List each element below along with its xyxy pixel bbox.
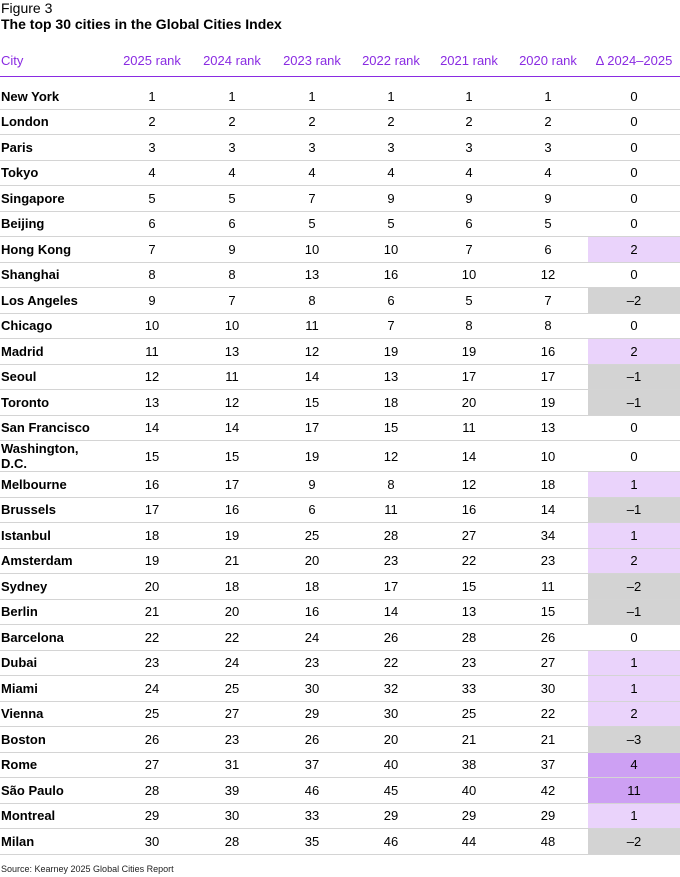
col-header-2021-rank: 2021 rank <box>430 44 508 77</box>
rank-2024-cell: 31 <box>192 752 272 778</box>
rank-2022-cell: 2 <box>352 109 430 135</box>
rank-2022-cell: 17 <box>352 574 430 600</box>
rank-2021-cell: 9 <box>430 186 508 212</box>
delta-cell: 0 <box>588 84 680 109</box>
rank-2022-cell: 9 <box>352 186 430 212</box>
city-cell: Singapore <box>0 186 112 212</box>
city-cell: New York <box>0 84 112 109</box>
rank-2023-cell: 46 <box>272 778 352 804</box>
delta-cell: 4 <box>588 752 680 778</box>
rank-2021-cell: 19 <box>430 339 508 365</box>
table-row <box>0 548 680 574</box>
city-cell: Istanbul <box>0 523 112 549</box>
rank-2023-cell: 24 <box>272 625 352 651</box>
rank-2025-cell: 19 <box>112 548 192 574</box>
rank-2024-cell: 18 <box>192 574 272 600</box>
delta-cell: 0 <box>588 262 680 288</box>
table-row <box>0 211 680 237</box>
rank-2023-cell: 15 <box>272 390 352 416</box>
rank-2021-cell: 16 <box>430 497 508 523</box>
table-row <box>0 701 680 727</box>
rank-2023-cell: 33 <box>272 803 352 829</box>
rank-2020-cell: 8 <box>508 313 588 339</box>
table-row <box>0 84 680 109</box>
rank-2024-cell: 22 <box>192 625 272 651</box>
rank-2020-cell: 29 <box>508 803 588 829</box>
rank-2021-cell: 1 <box>430 84 508 109</box>
rank-2022-cell: 4 <box>352 160 430 186</box>
rank-2023-cell: 3 <box>272 135 352 161</box>
delta-cell: 0 <box>588 441 680 472</box>
rank-2022-cell: 11 <box>352 497 430 523</box>
table-row <box>0 160 680 186</box>
rank-2021-cell: 5 <box>430 288 508 314</box>
rank-2024-cell: 16 <box>192 497 272 523</box>
rank-2022-cell: 10 <box>352 237 430 263</box>
rank-2025-cell: 10 <box>112 313 192 339</box>
rank-2024-cell: 13 <box>192 339 272 365</box>
rank-2020-cell: 2 <box>508 109 588 135</box>
rank-2023-cell: 1 <box>272 84 352 109</box>
rank-2020-cell: 23 <box>508 548 588 574</box>
rank-2024-cell: 12 <box>192 390 272 416</box>
rank-2021-cell: 38 <box>430 752 508 778</box>
rank-2022-cell: 22 <box>352 650 430 676</box>
delta-cell: 0 <box>588 625 680 651</box>
delta-cell: –2 <box>588 288 680 314</box>
delta-cell: 11 <box>588 778 680 804</box>
rank-2022-cell: 8 <box>352 472 430 498</box>
table-row <box>0 803 680 829</box>
rank-2023-cell: 8 <box>272 288 352 314</box>
delta-cell: –3 <box>588 727 680 753</box>
delta-cell: 2 <box>588 237 680 263</box>
rank-2025-cell: 29 <box>112 803 192 829</box>
rank-2022-cell: 20 <box>352 727 430 753</box>
header-spacer <box>0 77 680 85</box>
rank-2020-cell: 34 <box>508 523 588 549</box>
rank-2024-cell: 25 <box>192 676 272 702</box>
delta-cell: 1 <box>588 472 680 498</box>
rank-2022-cell: 28 <box>352 523 430 549</box>
rank-2022-cell: 16 <box>352 262 430 288</box>
rank-2020-cell: 14 <box>508 497 588 523</box>
rank-2020-cell: 16 <box>508 339 588 365</box>
table-row <box>0 599 680 625</box>
delta-cell: –2 <box>588 829 680 855</box>
city-cell: Boston <box>0 727 112 753</box>
rank-2024-cell: 5 <box>192 186 272 212</box>
rank-2022-cell: 23 <box>352 548 430 574</box>
rank-2022-cell: 32 <box>352 676 430 702</box>
rank-2020-cell: 18 <box>508 472 588 498</box>
rank-2020-cell: 7 <box>508 288 588 314</box>
rank-2024-cell: 24 <box>192 650 272 676</box>
rank-2025-cell: 2 <box>112 109 192 135</box>
rank-2025-cell: 25 <box>112 701 192 727</box>
rank-2021-cell: 28 <box>430 625 508 651</box>
rank-2024-cell: 4 <box>192 160 272 186</box>
rank-2020-cell: 12 <box>508 262 588 288</box>
rank-2023-cell: 35 <box>272 829 352 855</box>
rank-2024-cell: 1 <box>192 84 272 109</box>
table-row <box>0 339 680 365</box>
rank-2025-cell: 15 <box>112 441 192 472</box>
rank-2021-cell: 29 <box>430 803 508 829</box>
rank-2020-cell: 11 <box>508 574 588 600</box>
rank-2020-cell: 27 <box>508 650 588 676</box>
table-row <box>0 727 680 753</box>
table-row <box>0 497 680 523</box>
rank-2023-cell: 26 <box>272 727 352 753</box>
city-cell: Toronto <box>0 390 112 416</box>
delta-cell: –1 <box>588 599 680 625</box>
rank-2021-cell: 6 <box>430 211 508 237</box>
rank-2020-cell: 3 <box>508 135 588 161</box>
rank-2023-cell: 14 <box>272 364 352 390</box>
city-cell: Barcelona <box>0 625 112 651</box>
figure-label: Figure 3 <box>1 0 53 16</box>
table-body <box>0 77 680 855</box>
rank-2022-cell: 46 <box>352 829 430 855</box>
col-header-delta: Δ 2024–2025 <box>588 44 680 77</box>
rank-2025-cell: 28 <box>112 778 192 804</box>
rank-2022-cell: 5 <box>352 211 430 237</box>
rank-2025-cell: 8 <box>112 262 192 288</box>
rank-2023-cell: 23 <box>272 650 352 676</box>
rank-2020-cell: 4 <box>508 160 588 186</box>
rank-2021-cell: 44 <box>430 829 508 855</box>
rank-2024-cell: 39 <box>192 778 272 804</box>
delta-cell: –1 <box>588 497 680 523</box>
delta-cell: 1 <box>588 523 680 549</box>
rank-2021-cell: 27 <box>430 523 508 549</box>
rank-2025-cell: 5 <box>112 186 192 212</box>
rank-2020-cell: 26 <box>508 625 588 651</box>
rank-2025-cell: 23 <box>112 650 192 676</box>
col-header-2022-rank: 2022 rank <box>352 44 430 77</box>
rank-2024-cell: 28 <box>192 829 272 855</box>
rank-2023-cell: 29 <box>272 701 352 727</box>
rank-2023-cell: 12 <box>272 339 352 365</box>
city-cell: Shanghai <box>0 262 112 288</box>
col-header-2020-rank: 2020 rank <box>508 44 588 77</box>
rank-2023-cell: 2 <box>272 109 352 135</box>
rank-2025-cell: 14 <box>112 415 192 441</box>
rank-2020-cell: 1 <box>508 84 588 109</box>
rank-2022-cell: 6 <box>352 288 430 314</box>
table-row <box>0 288 680 314</box>
rank-2023-cell: 11 <box>272 313 352 339</box>
rank-2025-cell: 6 <box>112 211 192 237</box>
delta-cell: 0 <box>588 211 680 237</box>
rank-2020-cell: 15 <box>508 599 588 625</box>
delta-cell: 1 <box>588 676 680 702</box>
rank-2025-cell: 1 <box>112 84 192 109</box>
col-header-2024-rank: 2024 rank <box>192 44 272 77</box>
rank-2025-cell: 26 <box>112 727 192 753</box>
rank-2024-cell: 14 <box>192 415 272 441</box>
table-row <box>0 313 680 339</box>
rank-2023-cell: 37 <box>272 752 352 778</box>
delta-cell: 1 <box>588 650 680 676</box>
delta-cell: 0 <box>588 135 680 161</box>
delta-cell: 0 <box>588 160 680 186</box>
table-row <box>0 135 680 161</box>
rank-2024-cell: 11 <box>192 364 272 390</box>
rank-2023-cell: 10 <box>272 237 352 263</box>
rank-2025-cell: 3 <box>112 135 192 161</box>
rank-2020-cell: 48 <box>508 829 588 855</box>
city-cell: Melbourne <box>0 472 112 498</box>
rank-2024-cell: 8 <box>192 262 272 288</box>
rank-2023-cell: 7 <box>272 186 352 212</box>
rank-2021-cell: 25 <box>430 701 508 727</box>
rank-2023-cell: 20 <box>272 548 352 574</box>
delta-cell: –2 <box>588 574 680 600</box>
rank-2025-cell: 24 <box>112 676 192 702</box>
rank-2025-cell: 30 <box>112 829 192 855</box>
rank-2021-cell: 17 <box>430 364 508 390</box>
rank-2025-cell: 20 <box>112 574 192 600</box>
col-header-2023-rank: 2023 rank <box>272 44 352 77</box>
rank-2025-cell: 21 <box>112 599 192 625</box>
rank-2025-cell: 17 <box>112 497 192 523</box>
rank-2024-cell: 17 <box>192 472 272 498</box>
rank-2025-cell: 18 <box>112 523 192 549</box>
rank-2024-cell: 20 <box>192 599 272 625</box>
city-cell: São Paulo <box>0 778 112 804</box>
table-row <box>0 186 680 212</box>
rank-2021-cell: 8 <box>430 313 508 339</box>
city-cell: Berlin <box>0 599 112 625</box>
delta-cell: –1 <box>588 364 680 390</box>
rank-2023-cell: 9 <box>272 472 352 498</box>
rank-2021-cell: 21 <box>430 727 508 753</box>
rank-2020-cell: 5 <box>508 211 588 237</box>
rank-2021-cell: 12 <box>430 472 508 498</box>
rank-2022-cell: 7 <box>352 313 430 339</box>
table-row <box>0 390 680 416</box>
rank-2023-cell: 19 <box>272 441 352 472</box>
rank-2025-cell: 27 <box>112 752 192 778</box>
rank-2024-cell: 2 <box>192 109 272 135</box>
rank-2021-cell: 11 <box>430 415 508 441</box>
city-cell: Sydney <box>0 574 112 600</box>
rank-2025-cell: 9 <box>112 288 192 314</box>
table-row <box>0 109 680 135</box>
rank-2023-cell: 13 <box>272 262 352 288</box>
rank-2021-cell: 22 <box>430 548 508 574</box>
city-cell: Madrid <box>0 339 112 365</box>
rank-2025-cell: 13 <box>112 390 192 416</box>
table-row <box>0 262 680 288</box>
table-row <box>0 472 680 498</box>
source-note: Source: Kearney 2025 Global Cities Report <box>1 864 174 874</box>
rank-2022-cell: 1 <box>352 84 430 109</box>
table-row <box>0 237 680 263</box>
col-header-2025-rank: 2025 rank <box>112 44 192 77</box>
rank-2022-cell: 14 <box>352 599 430 625</box>
rank-2022-cell: 30 <box>352 701 430 727</box>
table-row <box>0 574 680 600</box>
rank-2024-cell: 3 <box>192 135 272 161</box>
rank-2021-cell: 15 <box>430 574 508 600</box>
city-cell: Milan <box>0 829 112 855</box>
figure-title: The top 30 cities in the Global Cities Index <box>1 16 282 32</box>
rank-2021-cell: 40 <box>430 778 508 804</box>
rank-2025-cell: 22 <box>112 625 192 651</box>
rank-2021-cell: 23 <box>430 650 508 676</box>
rank-2022-cell: 19 <box>352 339 430 365</box>
rank-2024-cell: 30 <box>192 803 272 829</box>
rank-2021-cell: 33 <box>430 676 508 702</box>
table-row <box>0 752 680 778</box>
rank-2025-cell: 16 <box>112 472 192 498</box>
city-cell: Dubai <box>0 650 112 676</box>
rank-2021-cell: 14 <box>430 441 508 472</box>
rank-2020-cell: 17 <box>508 364 588 390</box>
delta-cell: 2 <box>588 548 680 574</box>
rank-2024-cell: 6 <box>192 211 272 237</box>
city-cell: London <box>0 109 112 135</box>
rank-2025-cell: 11 <box>112 339 192 365</box>
rank-2025-cell: 12 <box>112 364 192 390</box>
cities-rank-table <box>0 44 680 855</box>
rank-2020-cell: 42 <box>508 778 588 804</box>
rank-2022-cell: 13 <box>352 364 430 390</box>
city-cell: Beijing <box>0 211 112 237</box>
rank-2023-cell: 6 <box>272 497 352 523</box>
delta-cell: 0 <box>588 313 680 339</box>
rank-2020-cell: 37 <box>508 752 588 778</box>
rank-2021-cell: 4 <box>430 160 508 186</box>
table-row <box>0 523 680 549</box>
rank-2024-cell: 23 <box>192 727 272 753</box>
rank-2020-cell: 9 <box>508 186 588 212</box>
table-row <box>0 829 680 855</box>
rank-2024-cell: 15 <box>192 441 272 472</box>
rank-2024-cell: 19 <box>192 523 272 549</box>
rank-2022-cell: 12 <box>352 441 430 472</box>
delta-cell: 1 <box>588 803 680 829</box>
city-cell: Washington, D.C. <box>0 441 112 472</box>
delta-cell: 0 <box>588 415 680 441</box>
delta-cell: 0 <box>588 109 680 135</box>
rank-2023-cell: 30 <box>272 676 352 702</box>
table-row <box>0 415 680 441</box>
city-cell: Seoul <box>0 364 112 390</box>
rank-2022-cell: 18 <box>352 390 430 416</box>
table-row <box>0 650 680 676</box>
rank-2024-cell: 21 <box>192 548 272 574</box>
delta-cell: 0 <box>588 186 680 212</box>
city-cell: Montreal <box>0 803 112 829</box>
rank-2023-cell: 17 <box>272 415 352 441</box>
rank-2023-cell: 25 <box>272 523 352 549</box>
rank-2021-cell: 2 <box>430 109 508 135</box>
rank-2023-cell: 16 <box>272 599 352 625</box>
rank-2023-cell: 4 <box>272 160 352 186</box>
rank-2020-cell: 30 <box>508 676 588 702</box>
col-header-city: City <box>0 44 112 77</box>
rank-2020-cell: 19 <box>508 390 588 416</box>
city-cell: Vienna <box>0 701 112 727</box>
city-cell: Hong Kong <box>0 237 112 263</box>
rank-2022-cell: 29 <box>352 803 430 829</box>
city-cell: Los Angeles <box>0 288 112 314</box>
city-cell: Brussels <box>0 497 112 523</box>
rank-2022-cell: 26 <box>352 625 430 651</box>
rank-2020-cell: 21 <box>508 727 588 753</box>
delta-cell: 2 <box>588 339 680 365</box>
table-row <box>0 441 680 472</box>
rank-2021-cell: 7 <box>430 237 508 263</box>
rank-2025-cell: 4 <box>112 160 192 186</box>
rank-2022-cell: 15 <box>352 415 430 441</box>
rank-2024-cell: 10 <box>192 313 272 339</box>
table-row <box>0 625 680 651</box>
rank-2020-cell: 13 <box>508 415 588 441</box>
city-cell: Amsterdam <box>0 548 112 574</box>
rank-2021-cell: 13 <box>430 599 508 625</box>
rank-2020-cell: 6 <box>508 237 588 263</box>
rank-2022-cell: 3 <box>352 135 430 161</box>
city-cell: Miami <box>0 676 112 702</box>
city-cell: Rome <box>0 752 112 778</box>
table-row <box>0 778 680 804</box>
rank-2024-cell: 7 <box>192 288 272 314</box>
rank-2020-cell: 22 <box>508 701 588 727</box>
rank-2022-cell: 45 <box>352 778 430 804</box>
city-cell: Chicago <box>0 313 112 339</box>
rank-2020-cell: 10 <box>508 441 588 472</box>
rank-2022-cell: 40 <box>352 752 430 778</box>
delta-cell: 2 <box>588 701 680 727</box>
table-row <box>0 676 680 702</box>
city-cell: Paris <box>0 135 112 161</box>
rank-2023-cell: 5 <box>272 211 352 237</box>
rank-2021-cell: 10 <box>430 262 508 288</box>
rank-2023-cell: 18 <box>272 574 352 600</box>
city-cell: Tokyo <box>0 160 112 186</box>
rank-2021-cell: 20 <box>430 390 508 416</box>
rank-2021-cell: 3 <box>430 135 508 161</box>
delta-cell: –1 <box>588 390 680 416</box>
table-header-row <box>0 44 680 77</box>
rank-2024-cell: 9 <box>192 237 272 263</box>
rank-2025-cell: 7 <box>112 237 192 263</box>
table-row <box>0 364 680 390</box>
city-cell: San Francisco <box>0 415 112 441</box>
rank-2024-cell: 27 <box>192 701 272 727</box>
